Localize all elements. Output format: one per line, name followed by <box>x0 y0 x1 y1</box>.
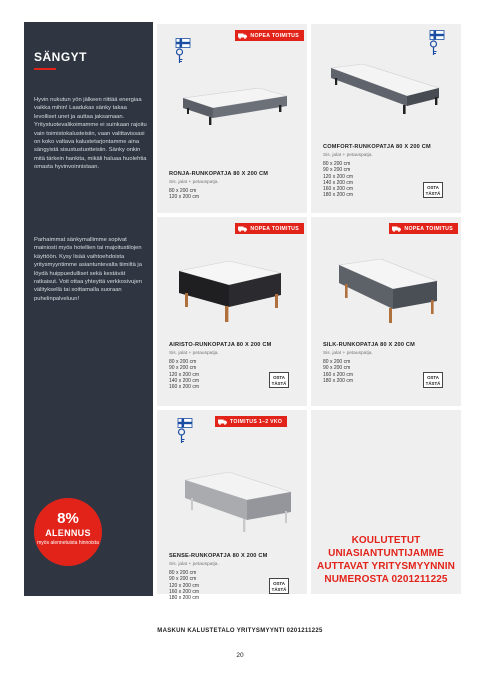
delivery-badge-label: NOPEA TOIMITUS <box>404 225 453 232</box>
size-option: 180 x 200 cm <box>323 377 354 384</box>
product-includes: Sis. jalat + petauspatja. <box>323 153 373 158</box>
finnish-key-flag-icon <box>429 30 445 56</box>
truck-icon <box>238 226 247 232</box>
discount-word: ALENNUS <box>45 528 91 538</box>
size-option: 90 x 200 cm <box>323 365 351 372</box>
buy-here-button[interactable]: OSTA TÄSTÄ <box>269 372 289 388</box>
product-name: SENSE-RUNKOPATJA 80 X 200 CM <box>169 553 268 559</box>
size-option: 140 x 200 cm <box>169 377 200 384</box>
truck-icon <box>392 226 401 232</box>
size-option: 160 x 200 cm <box>169 384 200 391</box>
delivery-badge-label: NOPEA TOIMITUS <box>250 225 299 232</box>
size-option: 160 x 200 cm <box>323 371 354 378</box>
size-option: 80 x 200 cm <box>323 161 351 167</box>
product-card <box>311 24 461 213</box>
size-option: 80 x 200 cm <box>169 188 197 194</box>
intro-paragraph: Hyvin nukutun yön jälkeen riittää energiaa vaikka mihin! Laadukas sänky takaa levolliset unet ja auttaa jaksamaan. Yritystuotevalikoimamme ei suinkaan rajoitu vain toimistokalusteisiin, vaan valittavissasi on koko valtava kalustetarjontamme aina sängyistä sisustustuotteisiin. Sänky onkin mitä tärkein hankita, mikäli haluaa huolehtia omasta hyvinvoinnistaan. <box>34 97 147 171</box>
product-card <box>311 217 461 406</box>
size-option: 140 x 200 cm <box>323 179 354 186</box>
footer-contact: MASKUN KALUSTETALO YRITYSMYYNTI 0201211225 <box>157 628 323 634</box>
size-option: 80 x 200 cm <box>169 359 197 365</box>
size-option: 120 x 200 cm <box>169 582 200 589</box>
product-card <box>157 410 307 602</box>
buy-here-button[interactable]: OSTA TÄSTÄ <box>423 372 443 388</box>
product-grid <box>153 22 455 602</box>
size-option: 80 x 200 cm <box>169 570 197 576</box>
truck-icon <box>238 33 247 39</box>
product-name: RONJA-RUNKOPATJA 80 X 200 CM <box>169 171 269 177</box>
bed-image <box>169 251 289 331</box>
product-includes: Sis. jalat + petauspatja. <box>169 351 219 356</box>
delivery-badge <box>235 30 304 41</box>
bed-image <box>325 251 445 333</box>
size-option: 90 x 200 cm <box>323 167 351 174</box>
bed-image <box>179 74 291 130</box>
size-list <box>169 570 199 601</box>
title-underline <box>34 68 56 70</box>
size-option: 120 x 200 cm <box>169 371 200 378</box>
size-list <box>169 359 199 390</box>
size-list <box>323 359 353 384</box>
size-option: 120 x 200 cm <box>323 173 354 180</box>
size-option: 90 x 200 cm <box>169 576 197 583</box>
contact-paragraph: Parhaimmat sänkymallimme sopivat mainiosti myös hotellien tai majoitustilojen käyttöön. Kysy lisää vaihtoehdoista yritysmyyntimme asiantuntevalta tiimiltä ja löydä huippuedulliset sekä kestävät ratkaisut. Voit ottaa yhteyttä verkkosivujen välityksellä tai soittamalla suoraan puhelinpalveluun! <box>34 237 142 302</box>
size-option: 120 x 200 cm <box>169 194 200 201</box>
product-includes: Sis. jalat + petauspatja. <box>169 180 219 185</box>
discount-percent: 8% <box>57 510 79 527</box>
product-includes: Sis. jalat + petauspatja. <box>323 351 373 356</box>
delivery-badge <box>215 416 287 427</box>
product-name: SILK-RUNKOPATJA 80 X 200 CM <box>323 342 416 348</box>
promo-line: NUMEROSTA 0201211225 <box>324 574 448 585</box>
delivery-badge-label: NOPEA TOIMITUS <box>250 32 299 39</box>
promo-card <box>311 410 461 594</box>
promo-line: KOULUTETUT <box>351 535 421 546</box>
promo-text <box>311 534 461 586</box>
delivery-badge <box>235 223 304 234</box>
size-list <box>323 161 353 199</box>
buy-here-button[interactable]: OSTA TÄSTÄ <box>423 182 443 198</box>
truck-icon <box>218 419 227 425</box>
product-includes: Sis. jalat + petauspatja. <box>169 562 219 567</box>
bed-image <box>323 58 443 120</box>
size-option: 160 x 200 cm <box>323 186 354 193</box>
page-number: 20 <box>236 652 244 659</box>
size-list <box>169 188 199 201</box>
bed-image <box>175 462 295 542</box>
finnish-key-flag-icon <box>175 38 191 64</box>
discount-badge <box>34 498 102 566</box>
discount-note: myös alennetuista hinnoista <box>37 540 99 546</box>
size-option: 80 x 200 cm <box>323 359 351 365</box>
section-title: SÄNGYT <box>34 50 88 64</box>
delivery-badge-label: TOIMITUS 1–2 VKO <box>230 418 283 425</box>
delivery-badge <box>389 223 458 234</box>
size-option: 160 x 200 cm <box>169 588 200 595</box>
size-option: 180 x 200 cm <box>323 192 354 199</box>
finnish-key-flag-icon <box>177 418 193 444</box>
product-card <box>157 24 307 213</box>
product-name: AIRISTO-RUNKOPATJA 80 X 200 CM <box>169 342 272 348</box>
buy-here-button[interactable]: OSTA TÄSTÄ <box>269 578 289 594</box>
promo-line: AUTTAVAT YRITYSMYYNNIN <box>317 561 455 572</box>
promo-line: UNIASIANTUNTIJAMME <box>328 548 444 559</box>
product-card <box>157 217 307 406</box>
size-option: 90 x 200 cm <box>169 365 197 372</box>
product-name: COMFORT-RUNKOPATJA 80 X 200 CM <box>323 144 431 150</box>
size-option: 180 x 200 cm <box>169 595 200 602</box>
